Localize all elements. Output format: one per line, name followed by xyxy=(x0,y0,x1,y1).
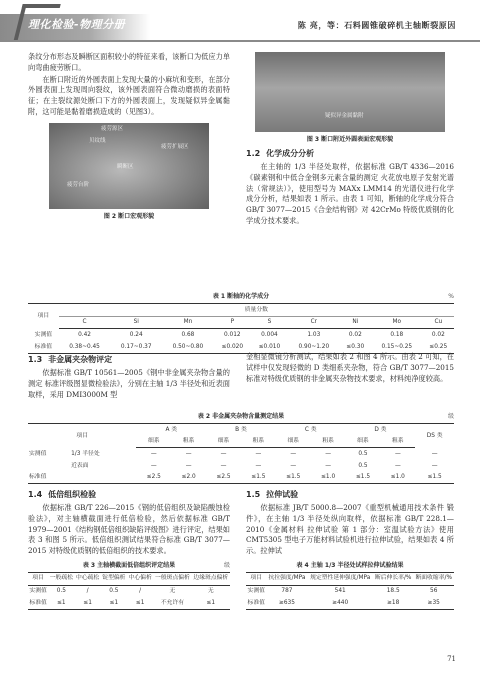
table-cell: ≤1 xyxy=(192,597,230,609)
table-header: DS 类 xyxy=(415,424,454,448)
right-column-middle xyxy=(246,352,454,385)
figure-label: 疲劳源区 xyxy=(101,125,124,132)
table-header: 粗系 xyxy=(380,436,415,448)
table-cell: 无 xyxy=(169,588,176,595)
table-cell: — xyxy=(220,450,227,457)
table-cell: ≤1.5 xyxy=(346,472,381,484)
table-cell: — xyxy=(394,450,401,457)
table-cell: ≥440 xyxy=(307,597,372,609)
table-cell: 0.17~0.37 xyxy=(110,341,162,353)
table-cell: ≤0.020 xyxy=(214,341,251,353)
table-header: 细系 xyxy=(346,436,381,448)
table-header: 粗系 xyxy=(241,436,276,448)
table-cell: 0.5 xyxy=(358,462,368,469)
table-2 xyxy=(28,412,454,484)
table-cell: ≤2.5 xyxy=(206,472,241,484)
table-1 xyxy=(28,292,454,354)
table-header: Mn xyxy=(162,316,214,329)
table-cell: ≥635 xyxy=(266,597,307,609)
table-cell: 0.68 xyxy=(181,331,195,338)
table-header: 一般斑点偏析 xyxy=(153,572,191,585)
paragraph: 依据标准 JB/T 5000.8—2007《重型机械通用技术条件 锻件》，在主轴 1/3 半径处纵向取样，依据标准 GB/T 228.1—2010《金属材料 拉伸试验 第 1 部分：室温试验方法》使用 CMT5305 型电子万能材料试验机进行拉伸试验，结果如表 4 所示。拉伸试 xyxy=(246,503,454,556)
figure-label: 贝纹线 xyxy=(89,137,106,144)
table-cell: 实测值 xyxy=(29,588,47,595)
table-cell: 541 xyxy=(334,588,346,595)
right-column-top xyxy=(246,52,454,228)
page-header xyxy=(0,0,480,40)
table-row xyxy=(28,597,230,609)
table-cell: 0.24 xyxy=(129,331,143,338)
table xyxy=(28,303,454,354)
table-cell: 无 xyxy=(207,588,214,595)
page-number: 71 xyxy=(447,655,456,663)
table-cell: ≤2.0 xyxy=(171,472,206,484)
table-header: Cu xyxy=(423,316,454,329)
table-caption: 表 3 主轴横截面低倍组织评定结果 级 xyxy=(82,561,230,569)
journal-logo-text: 理化检验-物理分册 xyxy=(28,18,126,31)
table-cell: ≤1.0 xyxy=(311,472,346,484)
table-cell: 不允许有 xyxy=(153,597,191,609)
table-cell: ≤0.010 xyxy=(251,341,288,353)
section-heading: 1.5 拉伸试验 xyxy=(246,490,299,499)
table-cell: 0.012 xyxy=(224,331,241,338)
figure-2-caption: 图 2 断口宏观形貌 xyxy=(103,212,155,220)
table-cell: 1/3 半径处 xyxy=(71,450,100,457)
table-header: P xyxy=(214,316,251,329)
table-caption: 表 4 主轴 1/3 半径处试样拉伸试验结果 xyxy=(296,561,404,569)
table-3 xyxy=(28,572,230,610)
table-caption: 表 1 断轴的化学成分 % xyxy=(212,293,454,300)
right-column-bottom xyxy=(246,485,454,610)
table-header: Mo xyxy=(371,316,423,329)
table-cell: 标准值 xyxy=(28,597,48,609)
table-header: B 类 xyxy=(206,424,276,436)
table-header: 断面收缩率/% xyxy=(413,572,454,585)
table-header: 项目 xyxy=(28,424,136,448)
table-cell: 0.02 xyxy=(348,331,362,338)
table-header: 细系 xyxy=(136,436,171,448)
paragraph: 在断口附近的外圆表面上发现大量的小麻坑和变形，在部分外圆表面上发现周向裂纹，该外圆表面符合微动磨损的表面特征；在主裂纹源处断口下方的外圆表面上，发现疑似异金属黏附，这可能是黏着磨损造成的（见图3）。 xyxy=(28,74,230,116)
table-cell: / xyxy=(139,588,142,595)
table-cell: ≤0.30 xyxy=(340,341,371,353)
table-cell: 标准值 xyxy=(28,341,59,353)
table-cell: ≤1 xyxy=(48,597,74,609)
table-header: 项目 xyxy=(28,572,48,585)
table-cell: — xyxy=(325,450,332,457)
table-cell: ≤1 xyxy=(74,597,100,609)
table-cell: ≥35 xyxy=(413,597,454,609)
table-cell: — xyxy=(220,462,227,469)
table-cell: — xyxy=(290,462,297,469)
table-cell: 0.50~0.80 xyxy=(162,341,214,353)
table-cell: ≤1 xyxy=(101,597,127,609)
table-cell: 标准值 xyxy=(28,472,70,484)
table-cell: ≤1.5 xyxy=(415,472,454,484)
table-cell: 标准值 xyxy=(246,597,266,609)
table-header: 抗拉强度/MPa xyxy=(266,572,307,585)
table-cell: — xyxy=(255,462,262,469)
table xyxy=(28,423,454,484)
left-column-top xyxy=(28,52,230,221)
table-cell: — xyxy=(185,450,192,457)
table-cell: — xyxy=(431,450,438,457)
table-cell: / xyxy=(86,588,89,595)
table-cell: 实测值 xyxy=(247,588,265,595)
table-header: 规定塑性延伸强度/MPa xyxy=(307,572,372,585)
table-header: 中心偏析 xyxy=(127,572,153,585)
table-cell: 实测值 xyxy=(34,331,53,338)
table-row xyxy=(28,472,454,484)
left-column-bottom xyxy=(28,485,230,610)
table-header: 一般疏松 xyxy=(48,572,74,585)
table-cell: — xyxy=(394,462,401,469)
table-cell: — xyxy=(150,450,157,457)
table-header: Si xyxy=(110,316,162,329)
table-cell: 787 xyxy=(281,588,293,595)
table-cell: — xyxy=(431,462,438,469)
table-4 xyxy=(246,572,454,610)
table-header: 锭型偏析 xyxy=(101,572,127,585)
section-heading: 1.4 低倍组织检验 xyxy=(28,490,97,499)
figure-label: 瞬断区 xyxy=(117,163,134,170)
table-cell: ≥18 xyxy=(373,597,414,609)
table-cell: 0.15~0.25 xyxy=(371,341,423,353)
paragraph: 依据标准 GB/T 10561—2005《钢中非金属夹杂物含量的测定 标准评级图显微检验法》，分别在主轴 1/3 半径处和近表面取样，采用 DMI3000M 型 xyxy=(28,368,230,399)
table-cell: — xyxy=(150,462,157,469)
figure-label: 疲劳扩展区 xyxy=(161,143,189,150)
table-row xyxy=(28,460,454,472)
table-header: 质量分数 xyxy=(59,304,454,317)
table-cell: 56 xyxy=(430,588,438,595)
table-cell: 实测值 xyxy=(29,450,47,457)
table-header: C xyxy=(59,316,111,329)
paragraph: 在主轴的 1/3 半径处取样，依据标准 GB/T 4336—2016《碳素钢和中低合金钢多元素含量的测定 火花放电原子发射光谱法（常规法）》，使用型号为 MAXx LMM14 的光谱仪进行化学成分分析，结果如表 1 所示。由表 1 可知，断轴的化学成分符合 GB/T 3077—2015《合金结构钢》对 42CrMo 特级优质钢的化学成分技术要求。 xyxy=(246,162,454,225)
table-row xyxy=(246,585,454,597)
table-cell: — xyxy=(255,450,262,457)
table-cell: ≤1.0 xyxy=(380,472,415,484)
table-cell: 0.02 xyxy=(431,331,445,338)
table-header: D 类 xyxy=(346,424,416,436)
table-cell: ≤1.5 xyxy=(241,472,276,484)
table-cell: 0.38~0.45 xyxy=(59,341,111,353)
table-cell xyxy=(28,460,70,472)
table-row xyxy=(28,448,454,460)
table-cell: 0.5 xyxy=(109,588,119,595)
table-cell: 0.5 xyxy=(358,450,368,457)
section-heading: 1.2 化学成分分析 xyxy=(246,149,315,158)
paragraph: 依据标准 GB/T 226—2015《钢的低倍组织及缺陷酸蚀检验法》，对主轴横截面进行低倍检验，然后依据标准 GB/T 1979—2001《结构钢低倍组织缺陷评级图》进行评定，结果如表 3 和图 5 所示。低倍组织测试结果符合标准 GB/T 3077—2015 对特级优质钢的低倍组织的技术要求。 xyxy=(28,503,230,556)
paragraph: 金相显微镜分析测试，结果如表 2 和图 4 所示。由表 2 可知，在试样中仅发现轻微的 D 类细系夹杂物，符合 GB/T 3077—2015 标准对特级优质钢的非金属夹杂物技术要求，材料纯净度较高。 xyxy=(246,352,454,383)
table-cell: — xyxy=(290,450,297,457)
table-cell: 0.18 xyxy=(390,331,404,338)
table-cell: 0.90~1.20 xyxy=(288,341,340,353)
table-header: Ni xyxy=(340,316,371,329)
table-cell: ≤1 xyxy=(127,597,153,609)
table-header: 断后伸长率/% xyxy=(373,572,414,585)
table-header: 项目 xyxy=(28,304,59,329)
table-header: Cr xyxy=(288,316,340,329)
table-cell: 0.004 xyxy=(261,331,278,338)
table-cell: — xyxy=(325,462,332,469)
table-header: 细系 xyxy=(276,436,311,448)
figure-3-photo xyxy=(255,52,445,132)
table-cell: 0.5 xyxy=(56,588,66,595)
table-header: 项目 xyxy=(246,572,266,585)
figure-3-caption: 图 3 断口附近外圆表面宏观形貌 xyxy=(306,136,394,143)
table-header: 粗系 xyxy=(171,436,206,448)
table-header: 边缘斑点偏析 xyxy=(192,572,230,585)
figure-label: 疲劳台阶 xyxy=(67,181,90,188)
table-header: 粗系 xyxy=(311,436,346,448)
paragraph: 条纹分布形态及瞬断区面积较小的特征来看，该断口为低应力单向弯曲疲劳断口。 xyxy=(28,52,230,72)
header-rule xyxy=(0,40,480,42)
table-cell: 0.42 xyxy=(78,331,91,338)
table-header: C 类 xyxy=(276,424,346,436)
section-heading: 1.3 非金属夹杂物评定 xyxy=(28,355,113,364)
table-cell: 1.03 xyxy=(307,331,321,338)
figure-label: 疑似异金属黏附 xyxy=(325,113,364,119)
table-cell xyxy=(70,472,136,484)
figure-2-photo xyxy=(49,123,209,209)
table-row xyxy=(28,329,454,341)
table-cell: — xyxy=(185,462,192,469)
table-cell: 18.5 xyxy=(386,588,400,595)
table-header: 细系 xyxy=(206,436,241,448)
table-header: S xyxy=(251,316,288,329)
table-cell: ≤1.5 xyxy=(276,472,311,484)
table-header: 中心疏松 xyxy=(74,572,100,585)
table-row xyxy=(246,597,454,609)
table-cell: 近表面 xyxy=(71,462,89,469)
table-header: A 类 xyxy=(136,424,206,436)
table-cell: ≤2.5 xyxy=(136,472,171,484)
table-cell: ≤0.25 xyxy=(423,341,454,353)
table-row xyxy=(28,585,230,597)
table-caption: 表 2 非金属夹杂物含量测定结果 级 xyxy=(197,413,454,420)
left-column-middle xyxy=(28,350,230,401)
running-title: 陈 亮，等：石料圆锥破碎机主轴断裂原因 xyxy=(297,20,456,30)
